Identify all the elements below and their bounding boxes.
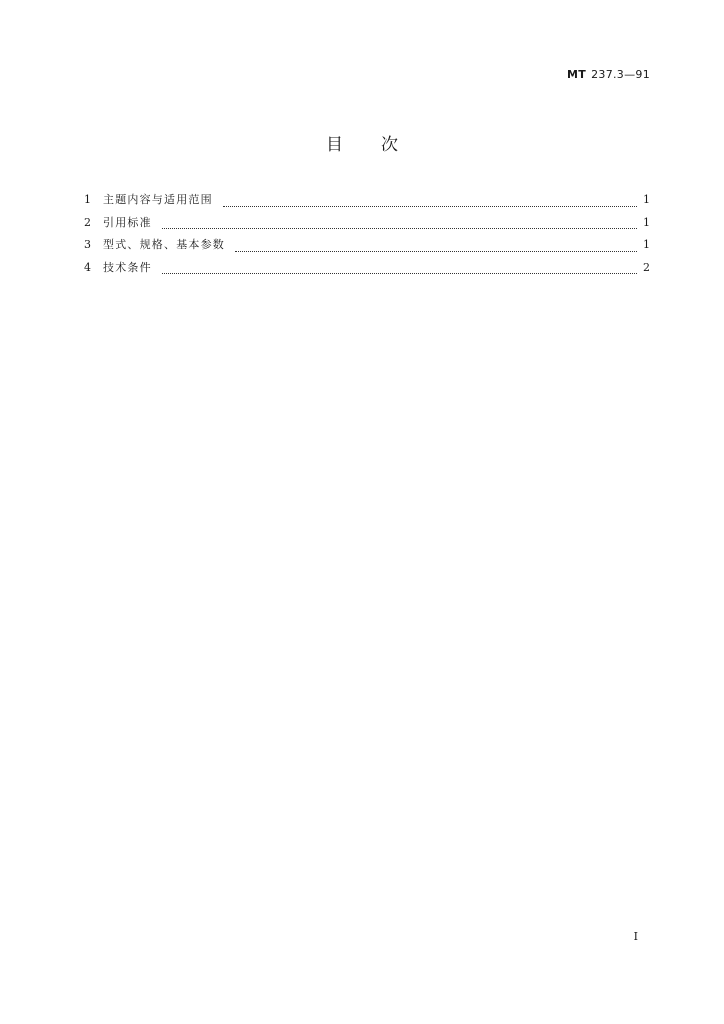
standard-number: 237.3—91 <box>591 68 650 81</box>
toc-entry-number: 2 <box>84 215 91 229</box>
toc-entry[interactable] <box>84 191 650 214</box>
toc-entry-page: 1 <box>643 193 650 206</box>
page-number: I <box>633 930 638 943</box>
toc-dot-leader <box>235 251 637 252</box>
toc-title-part2: 次 <box>381 135 398 155</box>
table-of-contents <box>84 191 650 281</box>
toc-title-part1: 目 <box>326 135 343 155</box>
toc-entry-label: 型式、规格、基本参数 <box>103 238 225 251</box>
toc-entry[interactable] <box>84 236 650 259</box>
toc-title <box>0 130 724 155</box>
toc-entry-label: 技术条件 <box>103 260 152 274</box>
toc-entry-number: 4 <box>84 260 91 274</box>
standard-prefix: MT <box>567 68 587 81</box>
toc-entry-number: 3 <box>84 238 91 251</box>
toc-entry-page: 1 <box>643 238 650 251</box>
toc-entry[interactable] <box>84 259 650 282</box>
toc-entry-label: 引用标准 <box>103 215 152 229</box>
toc-dot-leader <box>162 228 637 229</box>
toc-entry[interactable] <box>84 214 650 237</box>
standard-code <box>567 68 650 81</box>
toc-entry-page: 2 <box>643 260 650 274</box>
toc-dot-leader <box>162 273 637 274</box>
toc-entry-page: 1 <box>643 215 650 229</box>
toc-dot-leader <box>223 206 637 207</box>
toc-entry-label: 主题内容与适用范围 <box>103 193 213 206</box>
toc-entry-number: 1 <box>84 193 91 206</box>
